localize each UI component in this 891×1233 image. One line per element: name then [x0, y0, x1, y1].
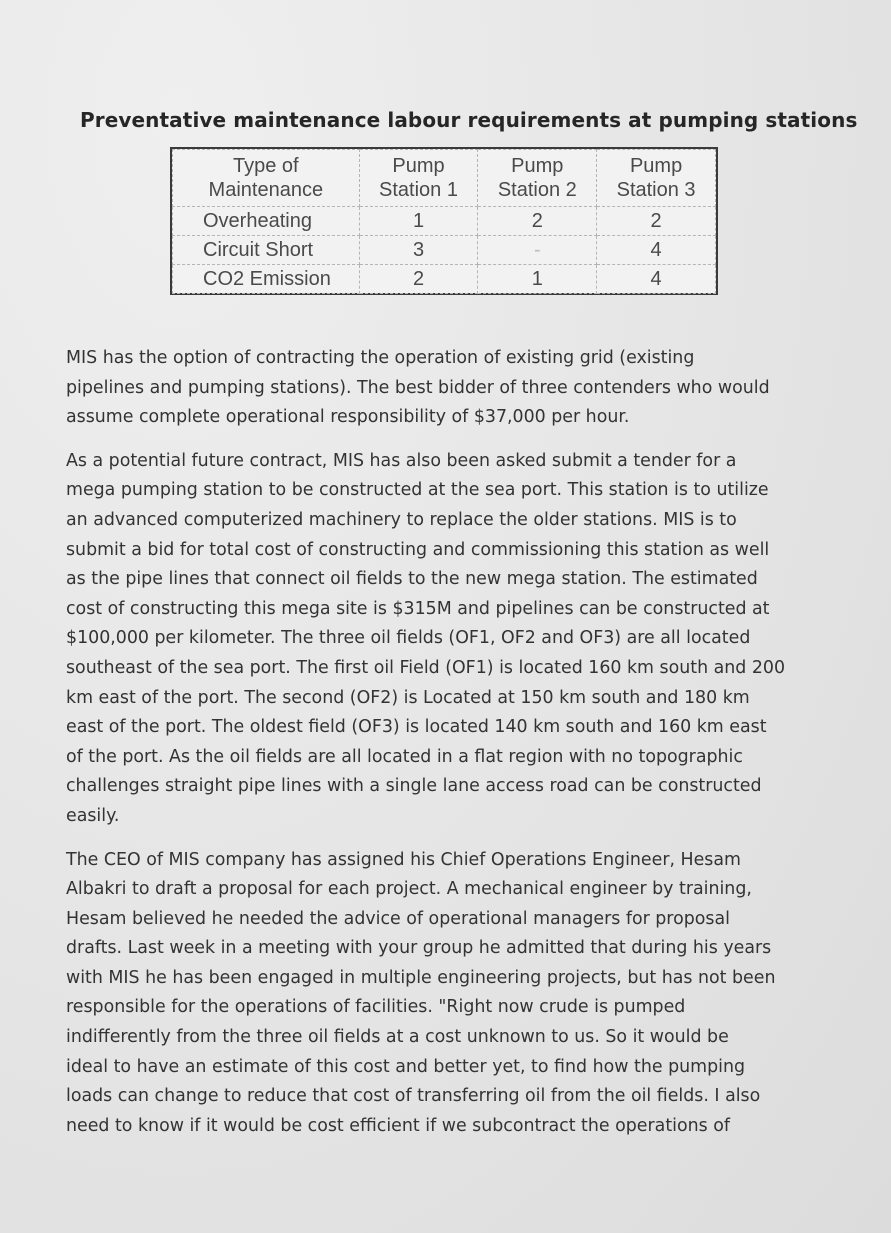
table-cell: 2 — [597, 207, 716, 236]
paragraph-mega-station-tender: As a potential future contract, MIS has also been asked submit a tender for a mega pumping station to be constructed at the sea port. This station is to utilize an advanced computerized machinery to replace the older stations. MIS is to submit a bid for total cost of constructing and commissioning this station as well as the pipe lines that connect oil fields to the new mega station. The estimated cost of constructing this mega site is $315M and pipelines can be constructed at $100,000 per kilometer. The three oil fields (OF1, OF2 and OF3) are all located southeast of the sea port. The first oil Field (OF1) is located 160 km south and 200 km east of the port. The second (OF2) is Located at 150 km south and 180 km east of the port. The oldest field (OF3) is located 140 km south and 160 km east of the port. As the oil fields are all located in a flat region with no topographic challenges straight pipe lines with a single lane access road can be constructed easily. — [66, 450, 786, 826]
table-cell: 4 — [597, 236, 716, 265]
table-cell: - — [478, 236, 597, 265]
maintenance-table — [172, 149, 716, 294]
table-row — [173, 265, 716, 294]
table-row — [173, 207, 716, 236]
header-pump-station-2: Pump Station 2 — [478, 150, 597, 207]
body-text — [66, 344, 826, 1155]
table-cell: 4 — [597, 265, 716, 294]
table-header-row — [173, 150, 716, 207]
paragraph-ceo-assignment: The CEO of MIS company has assigned his Chief Operations Engineer, Hesam Albakri to draft a proposal for each project. A mechanical engineer by training, Hesam believed he needed the advice of operational managers for proposal drafts. Last week in a meeting with your group he admitted that during his years with MIS he has been engaged in multiple engineering projects, but has not been responsible for the operations of facilities. "Right now crude is pumped indifferently from the three oil fields at a cost unknown to us. So it would be ideal to have an estimate of this cost and better yet, to find how the pumping loads can change to reduce that cost of transferring oil from the oil fields. I also need to know if it would be cost efficient if we subcontract the operations of — [66, 849, 776, 1136]
header-pump-station-3: Pump Station 3 — [597, 150, 716, 207]
table-row — [173, 236, 716, 265]
row-label: Overheating — [173, 207, 360, 236]
table-cell: 1 — [359, 207, 478, 236]
row-label: CO2 Emission — [173, 265, 360, 294]
table-cell: 2 — [478, 207, 597, 236]
header-pump-station-1: Pump Station 1 — [359, 150, 478, 207]
row-label: Circuit Short — [173, 236, 360, 265]
table-cell: 3 — [359, 236, 478, 265]
paragraph-contracting-option: MIS has the option of contracting the operation of existing grid (existing pipelines and pumping stations). The best bidder of three contenders who would assume complete operational responsibility of $37,000 per hour. — [66, 348, 770, 428]
maintenance-table-container — [170, 147, 718, 295]
table-cell: 1 — [478, 265, 597, 294]
section-heading: Preventative maintenance labour requirements at pumping stations — [80, 108, 858, 132]
table-cell: 2 — [359, 265, 478, 294]
header-type-of-maintenance: Type of Maintenance — [173, 150, 360, 207]
